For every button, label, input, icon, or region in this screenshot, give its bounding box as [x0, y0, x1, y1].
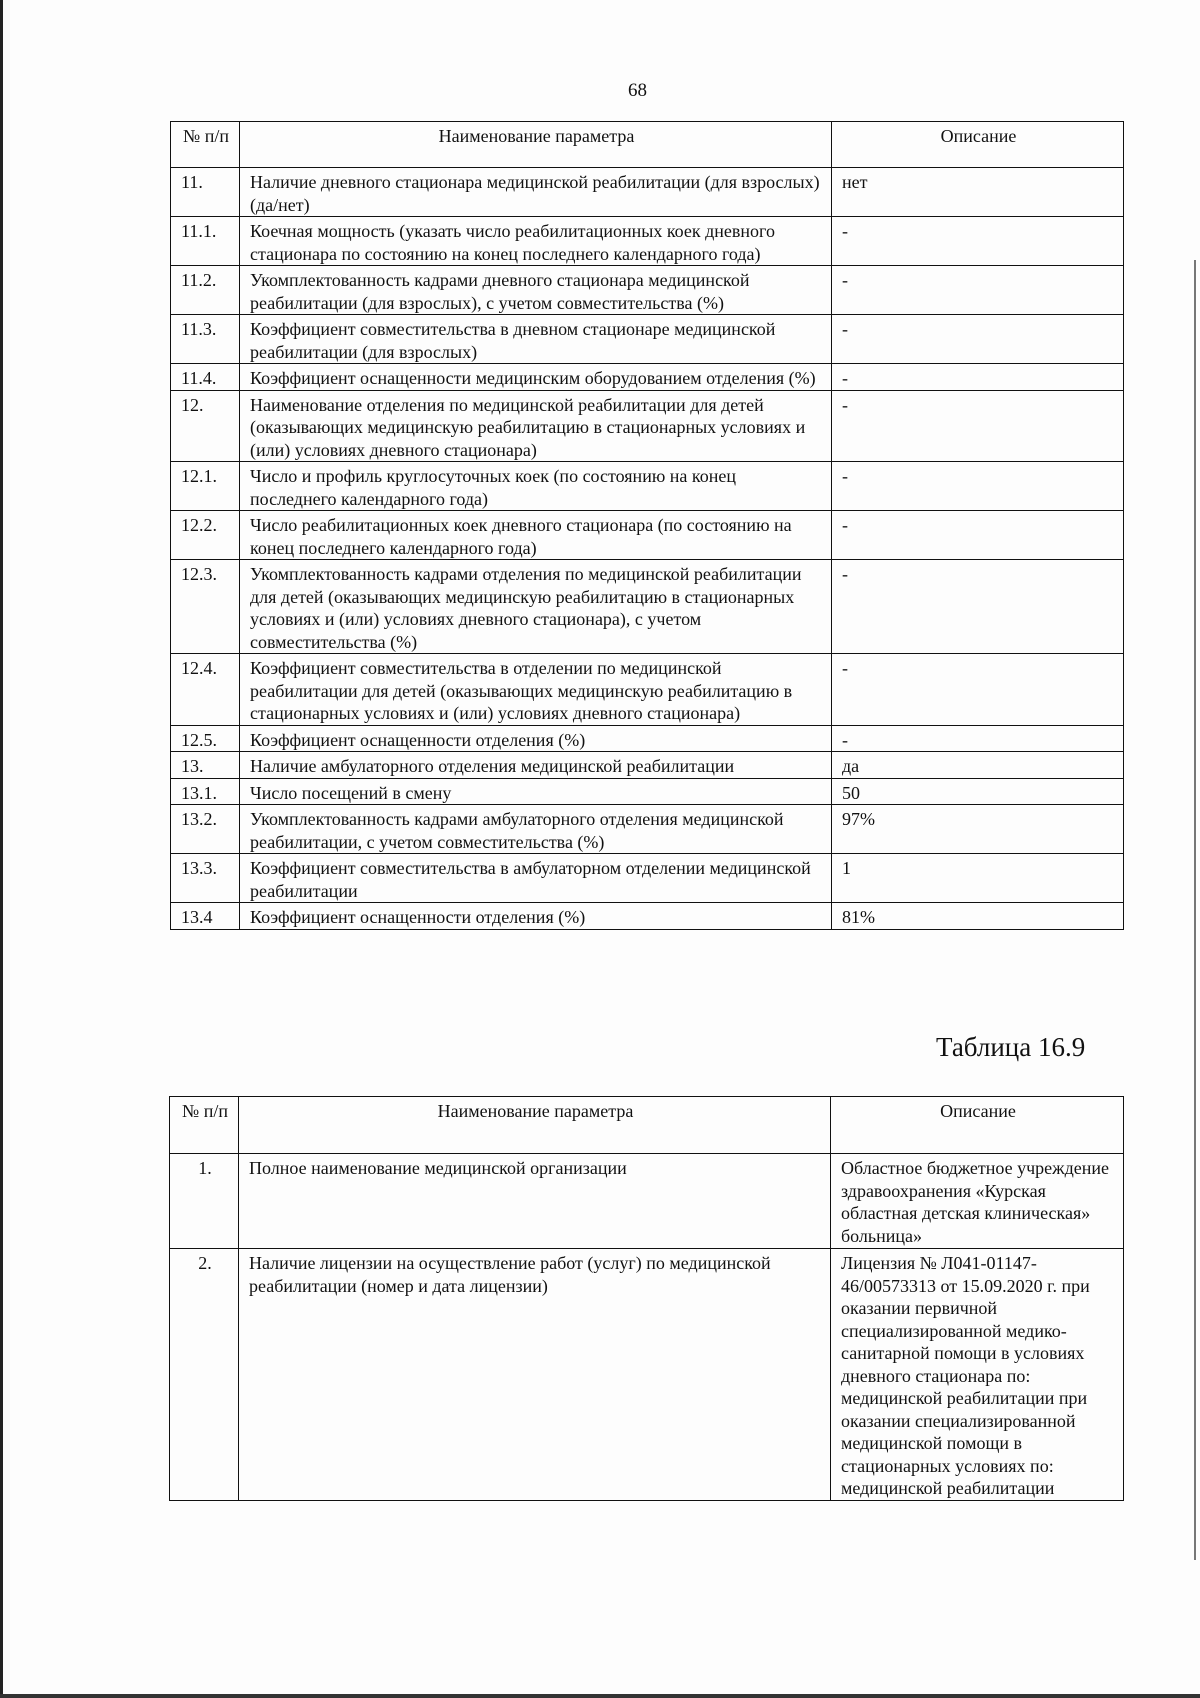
- table-row: [171, 511, 1124, 560]
- row-parameter-name: Наличие амбулаторного отделения медицинской реабилитации: [240, 752, 832, 779]
- table-row: [171, 752, 1124, 779]
- row-number: 11.4.: [171, 364, 240, 391]
- row-description: -: [832, 390, 1124, 462]
- row-number: 11.1.: [171, 217, 240, 266]
- row-parameter-name: Коечная мощность (указать число реабилитационных коек дневного стационара по состоянию на конец последнего календарного года): [240, 217, 832, 266]
- row-parameter-name: Наличие лицензии на осуществление работ (услуг) по медицинской реабилитации (номер и дата лицензии): [239, 1249, 831, 1501]
- row-description: 50: [832, 778, 1124, 805]
- row-description: -: [832, 511, 1124, 560]
- table-row: [171, 315, 1124, 364]
- row-number: 12.1.: [171, 462, 240, 511]
- row-parameter-name: Коэффициент совместительства в дневном стационаре медицинской реабилитации (для взрослых): [240, 315, 832, 364]
- row-number: 11.2.: [171, 266, 240, 315]
- row-description: -: [832, 217, 1124, 266]
- table-row: [171, 390, 1124, 462]
- table-row: [170, 1154, 1124, 1249]
- header-description: Описание: [831, 1097, 1124, 1154]
- table-row: [171, 903, 1124, 930]
- scan-edge-bottom: [0, 1694, 1200, 1698]
- table-row: [171, 266, 1124, 315]
- row-parameter-name: Коэффициент оснащенности медицинским оборудованием отделения (%): [240, 364, 832, 391]
- header-parameter-name: Наименование параметра: [240, 122, 832, 168]
- table-header-row: [171, 122, 1124, 168]
- row-number: 13.2.: [171, 805, 240, 854]
- row-parameter-name: Коэффициент совместительства в отделении по медицинской реабилитации для детей (оказывающих медицинскую реабилитацию в стационарных условиях и (или) условиях дневного стационара): [240, 654, 832, 726]
- row-description: да: [832, 752, 1124, 779]
- row-parameter-name: Число посещений в смену: [240, 778, 832, 805]
- table-row: [171, 654, 1124, 726]
- table-row: [171, 725, 1124, 752]
- row-description: -: [832, 364, 1124, 391]
- row-parameter-name: Наименование отделения по медицинской реабилитации для детей (оказывающих медицинскую реабилитацию в стационарных условиях и (или) условиях дневного стационара): [240, 390, 832, 462]
- table-row: [171, 854, 1124, 903]
- row-number: 12.: [171, 390, 240, 462]
- row-number: 11.: [171, 168, 240, 217]
- row-description: -: [832, 462, 1124, 511]
- row-description: Лицензия № Л041-01147-46/00573313 от 15.09.2020 г. при оказании первичной специализированной медико-санитарной помощи в условиях дневного стационара по: медицинской реабилитации при оказании специализированной медицинской помощи в стационарных условиях по: медицинской реабилитации: [831, 1249, 1124, 1501]
- table-row: [171, 364, 1124, 391]
- row-description: 97%: [832, 805, 1124, 854]
- row-parameter-name: Число реабилитационных коек дневного стационара (по состоянию на конец последнего календарного года): [240, 511, 832, 560]
- row-description: -: [832, 315, 1124, 364]
- row-description: Областное бюджетное учреждение здравоохранения «Курская областная детская клиническая» больница»: [831, 1154, 1124, 1249]
- table-row: [171, 805, 1124, 854]
- row-number: 13.4: [171, 903, 240, 930]
- row-number: 13.1.: [171, 778, 240, 805]
- row-number: 12.5.: [171, 725, 240, 752]
- row-parameter-name: Коэффициент оснащенности отделения (%): [240, 903, 832, 930]
- header-description: Описание: [832, 122, 1124, 168]
- table-header-row: [170, 1097, 1124, 1154]
- table-row: [170, 1249, 1124, 1501]
- row-number: 12.3.: [171, 560, 240, 654]
- row-parameter-name: Наличие дневного стационара медицинской реабилитации (для взрослых) (да/нет): [240, 168, 832, 217]
- row-parameter-name: Укомплектованность кадрами отделения по медицинской реабилитации для детей (оказывающих медицинскую реабилитацию в стационарных условиях и (или) условиях дневного стационара), с учетом совместительства (%): [240, 560, 832, 654]
- scan-edge-right: [1194, 260, 1196, 1560]
- table-caption: Таблица 16.9: [936, 1032, 1086, 1062]
- row-description: 81%: [832, 903, 1124, 930]
- table-row: [171, 560, 1124, 654]
- row-parameter-name: Укомплектованность кадрами амбулаторного отделения медицинской реабилитации, с учетом совместительства (%): [240, 805, 832, 854]
- row-number: 11.3.: [171, 315, 240, 364]
- parameters-table-continued: [170, 121, 1124, 930]
- row-number: 1.: [170, 1154, 239, 1249]
- row-parameter-name: Коэффициент совместительства в амбулаторном отделении медицинской реабилитации: [240, 854, 832, 903]
- page-number: 68: [628, 80, 647, 101]
- row-description: -: [832, 266, 1124, 315]
- header-number: № п/п: [170, 1097, 239, 1154]
- row-number: 12.2.: [171, 511, 240, 560]
- scan-edge-left: [0, 0, 3, 1698]
- row-parameter-name: Число и профиль круглосуточных коек (по состоянию на конец последнего календарного года): [240, 462, 832, 511]
- row-number: 13.3.: [171, 854, 240, 903]
- row-description: 1: [832, 854, 1124, 903]
- row-number: 13.: [171, 752, 240, 779]
- table-row: [171, 168, 1124, 217]
- row-number: 12.4.: [171, 654, 240, 726]
- table-row: [171, 217, 1124, 266]
- row-description: -: [832, 654, 1124, 726]
- row-description: -: [832, 725, 1124, 752]
- row-description: -: [832, 560, 1124, 654]
- row-parameter-name: Укомплектованность кадрами дневного стационара медицинской реабилитации (для взрослых), с учетом совместительства (%): [240, 266, 832, 315]
- header-number: № п/п: [171, 122, 240, 168]
- organization-table: [169, 1096, 1124, 1501]
- row-parameter-name: Полное наименование медицинской организации: [239, 1154, 831, 1249]
- header-parameter-name: Наименование параметра: [239, 1097, 831, 1154]
- row-parameter-name: Коэффициент оснащенности отделения (%): [240, 725, 832, 752]
- table-row: [171, 778, 1124, 805]
- row-number: 2.: [170, 1249, 239, 1501]
- table-row: [171, 462, 1124, 511]
- row-description: нет: [832, 168, 1124, 217]
